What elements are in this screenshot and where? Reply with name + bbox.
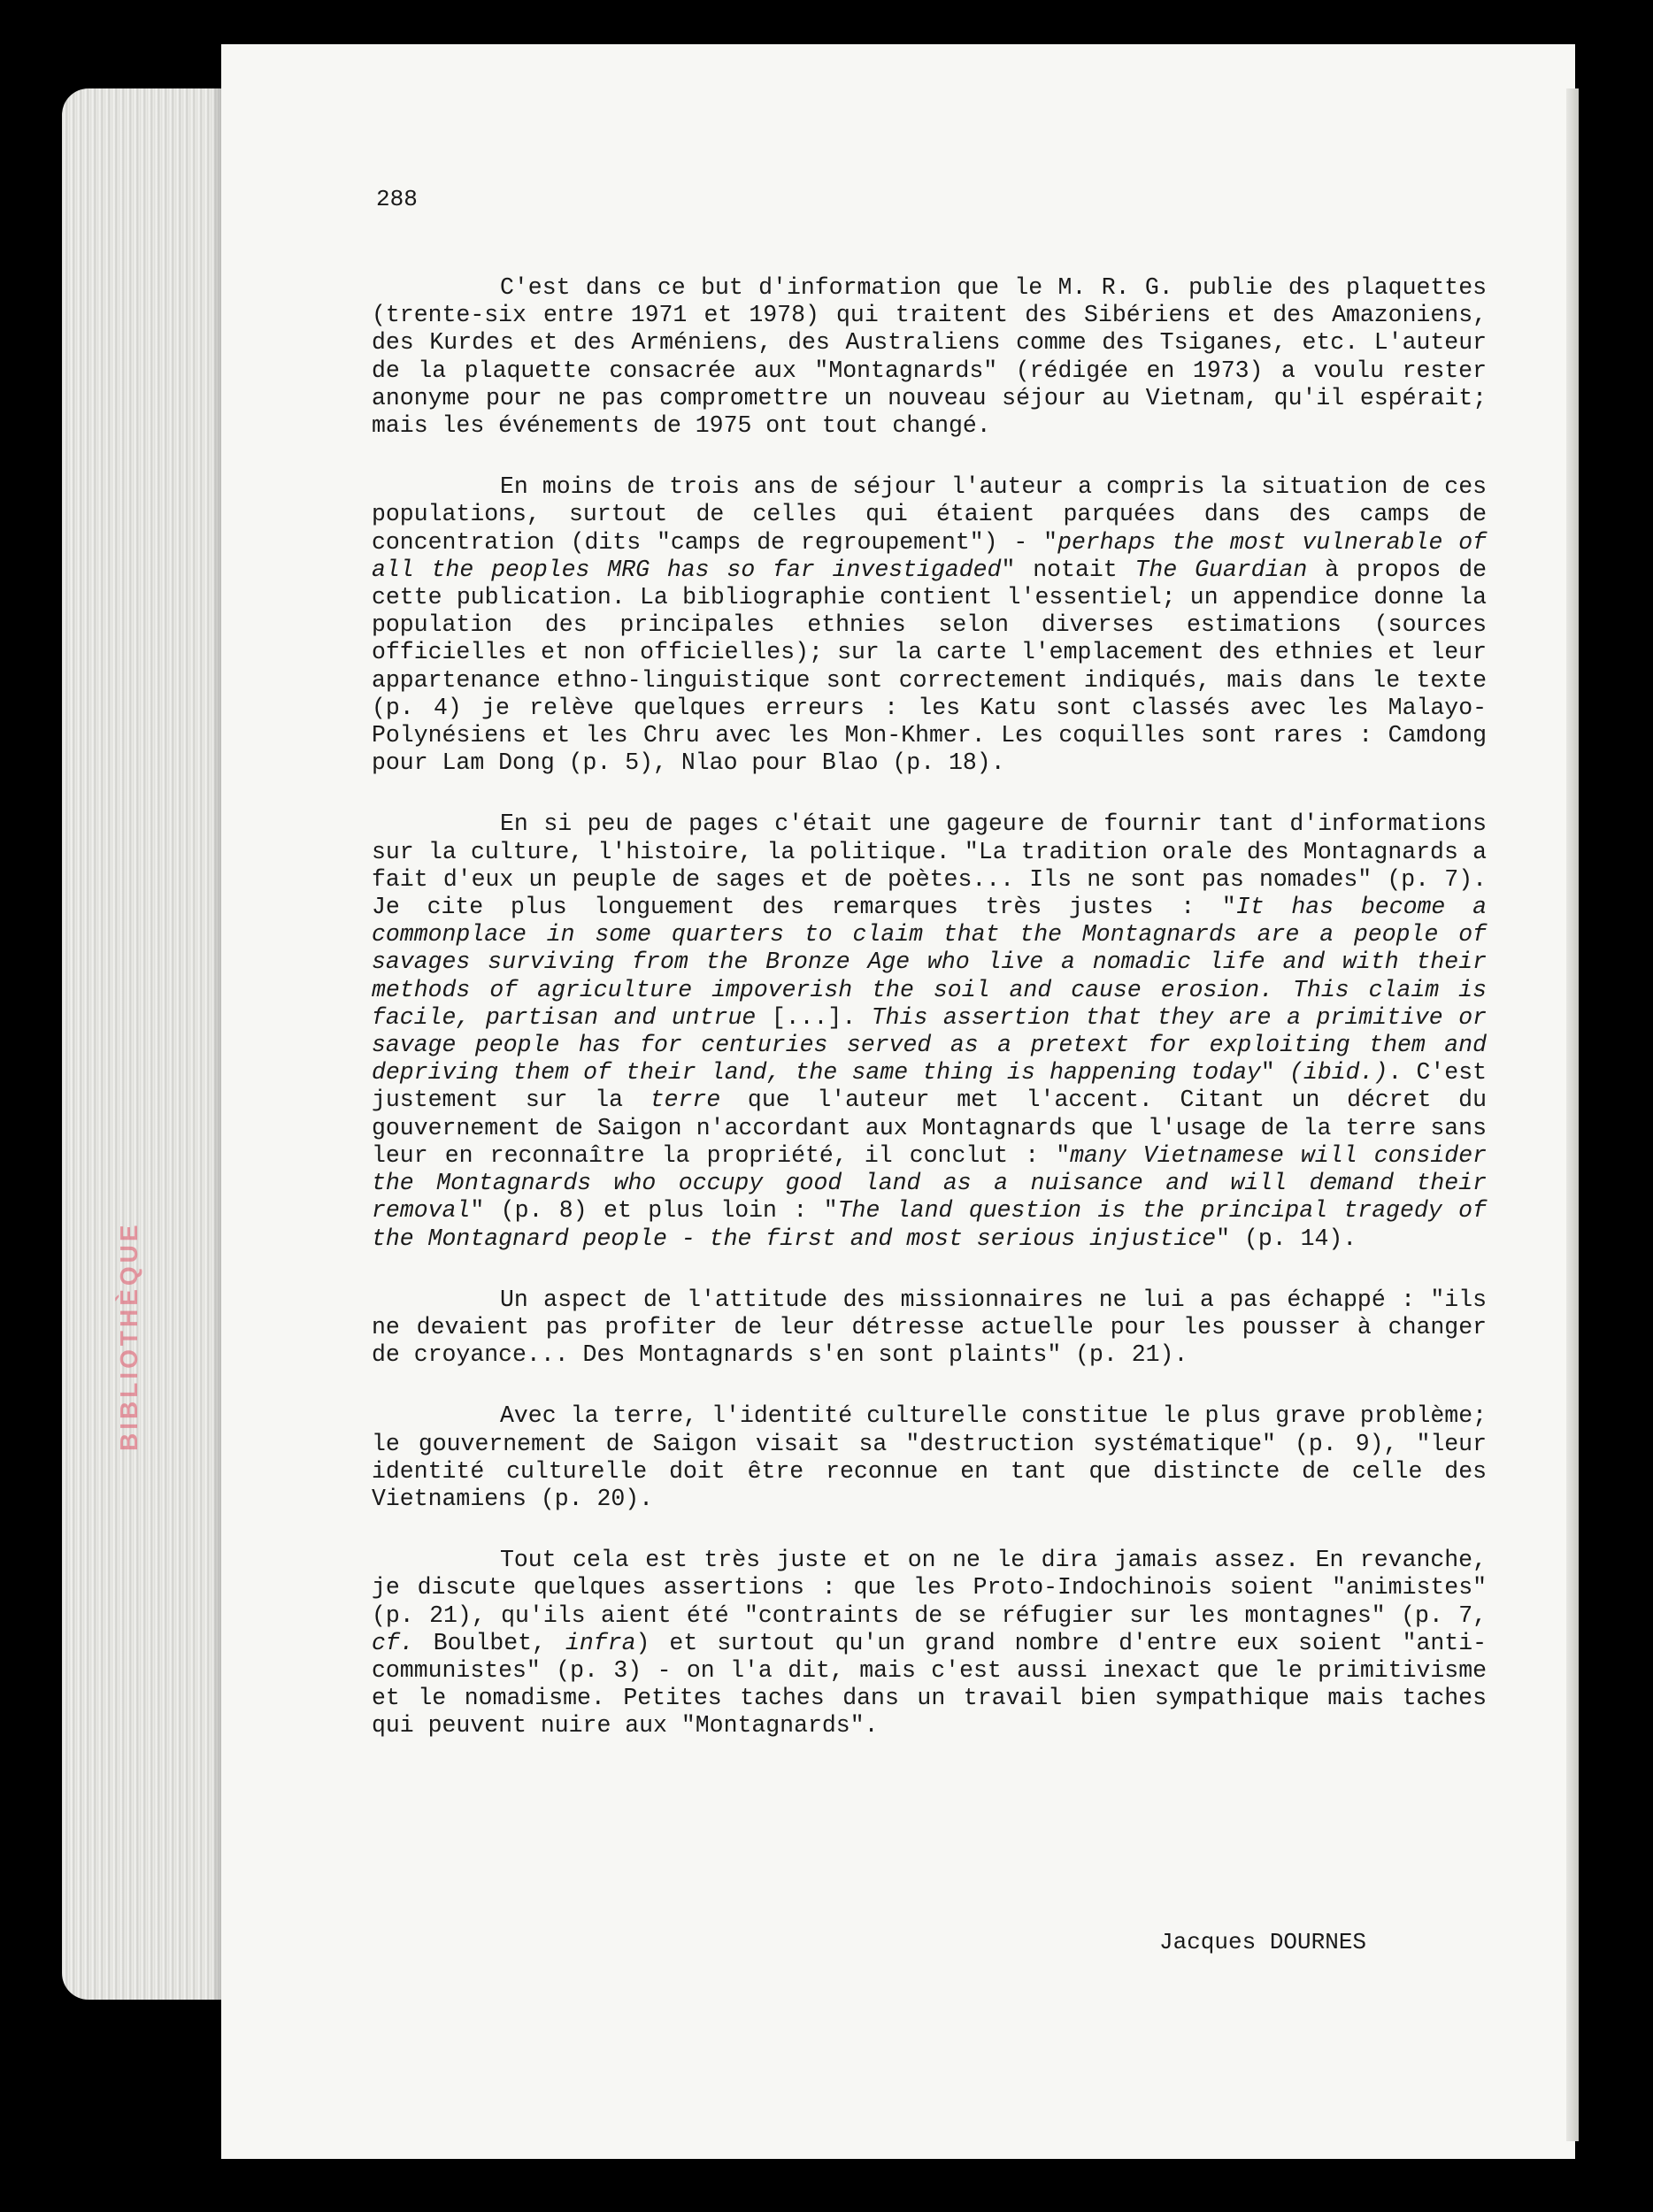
document-page [221,44,1575,2159]
text-segment: [...]. [771,1003,872,1031]
italic-segment: The Guardian [1134,556,1308,583]
text-segment: . C'est justement sur la [372,1059,1487,1114]
author-signature: Jacques DOURNES [1159,1929,1367,1955]
text-segment: à propos de cette publication. La bibliographie contient l'essentiel; un appendice donne la population des principales ethnies selon diverses estimations (sources officielles et non officielles); sur la carte l'emplacement des ethnies et leur appartenance ethno-linguistique sont correctement indiqués, mais dans le texte (p. 4) je relève quelques erreurs : les Katu sont classés avec les Malayo-Polynésiens et les Chru avec les Mon-Khmer. Les coquilles sont rares : Camdong pour Lam Dong (p. 5), Nlao pour Blao (p. 18). [372,556,1487,777]
library-stamp: BIBLIOTHÈQUE [115,1221,142,1451]
paragraph [372,810,1487,1252]
text-segment: En moins de trois ans de séjour l'auteur a compris la situation de ces populations, surtout de celles qui étaient parquées dans des camps de concentration (dits "camps de regroupement") - " [372,473,1487,556]
text-segment: " [1260,1059,1290,1087]
paragraph [372,1402,1487,1513]
book-page-edges [62,88,239,2000]
page-right-edge [1566,88,1579,2141]
italic-segment: cf. [372,1629,414,1656]
text-segment: ) et surtout qu'un grand nombre d'entre eux soient "anti-communistes" (p. 3) - on l'a dit, mais c'est aussi inexact que le primitivisme et le nomadisme. Petites taches dans un travail bien sympathique mais taches qui peuvent nuire aux "Montagnards". [372,1629,1487,1740]
paragraph [372,473,1487,777]
text-segment: " (p. 14). [1216,1225,1357,1252]
italic-segment: infra [565,1629,636,1656]
text-segment: Un aspect de l'attitude des missionnaires ne lui a pas échappé : "ils ne devaient pas profiter de leur détresse actuelle pour les pousser à changer de croyance... Des Montagnards s'en sont plaints" (p. 21). [372,1286,1487,1369]
page-number: 288 [376,186,418,212]
text-segment: C'est dans ce but d'information que le M. R. G. publie des plaquettes (trente-six entre 1971 et 1978) qui traitent des Sibériens et des Amazoniens, des Kurdes et des Arméniens, des Australiens comme des Tsiganes, etc. L'auteur de la plaquette consacrée aux "Montagnards" (rédigée en 1973) a voulu rester anonyme pour ne pas compromettre un nouveau séjour au Vietnam, qu'il espérait; mais les événements de 1975 ont tout changé. [372,274,1487,440]
text-segment: Avec la terre, l'identité culturelle constitue le plus grave problème; le gouvernement de Saigon visait sa "destruction systématique" (p. 9), "leur identité culturelle doit être reconnue en tant que distincte de celle des Vietnamiens (p. 20). [372,1402,1487,1512]
italic-segment: many Vietnamese will consider the Montagnards who occupy good land as a nuisance and will demand their removal [372,1141,1487,1225]
italic-segment: This assertion that they are a primitive or savage people has for centuries served as a pretext for exploiting them and depriving them of their land, the same thing is happening today [372,1003,1487,1087]
text-segment: Tout cela est très juste et on ne le dira jamais assez. En revanche, je discute quelques assertions : que les Proto-Indochinois soient "animistes" (p. 21), qu'ils aient été "contraints de se réfugier sur les montagnes" (p. 7, [372,1547,1487,1629]
italic-segment: The land question is the principal tragedy of the Montagnard people - the first and most serious injustice [372,1197,1487,1252]
text-segment: " (p. 8) et plus loin : " [470,1197,838,1225]
italic-segment: perhaps the most vulnerable of all the peoples MRG has so far investigaded [372,528,1488,583]
paragraph [372,1286,1487,1370]
text-segment: Boulbet, [413,1629,565,1656]
text-segment: En si peu de pages c'était une gageure de fournir tant d'informations sur la culture, l'histoire, la politique. "La tradition orale des Montagnards a fait d'eux un peuple de sages et de poètes... Ils ne sont pas nomades" (p. 7). Je cite plus longuement des remarques très justes : " [372,810,1487,921]
text-segment: " notait [1001,556,1135,583]
text-segment: que l'auteur met l'accent. Citant un décret du gouvernement de Saigon n'accordant aux Montagnards que l'usage de la terre sans leur en reconnaître la propriété, il conclut : " [372,1087,1487,1169]
italic-segment: terre [650,1087,721,1114]
article-body [372,274,1487,1774]
italic-segment: (ibid.) [1289,1059,1388,1087]
paragraph [372,1547,1487,1740]
italic-segment: It has become a commonplace in some quarters to claim that the Montagnards are a people of savages surviving from the Bronze Age who live a nomadic life and with their methods of agriculture impoverish the soil and cause erosion. This claim is facile, partisan and untrue [372,894,1487,1031]
paragraph [372,274,1487,440]
